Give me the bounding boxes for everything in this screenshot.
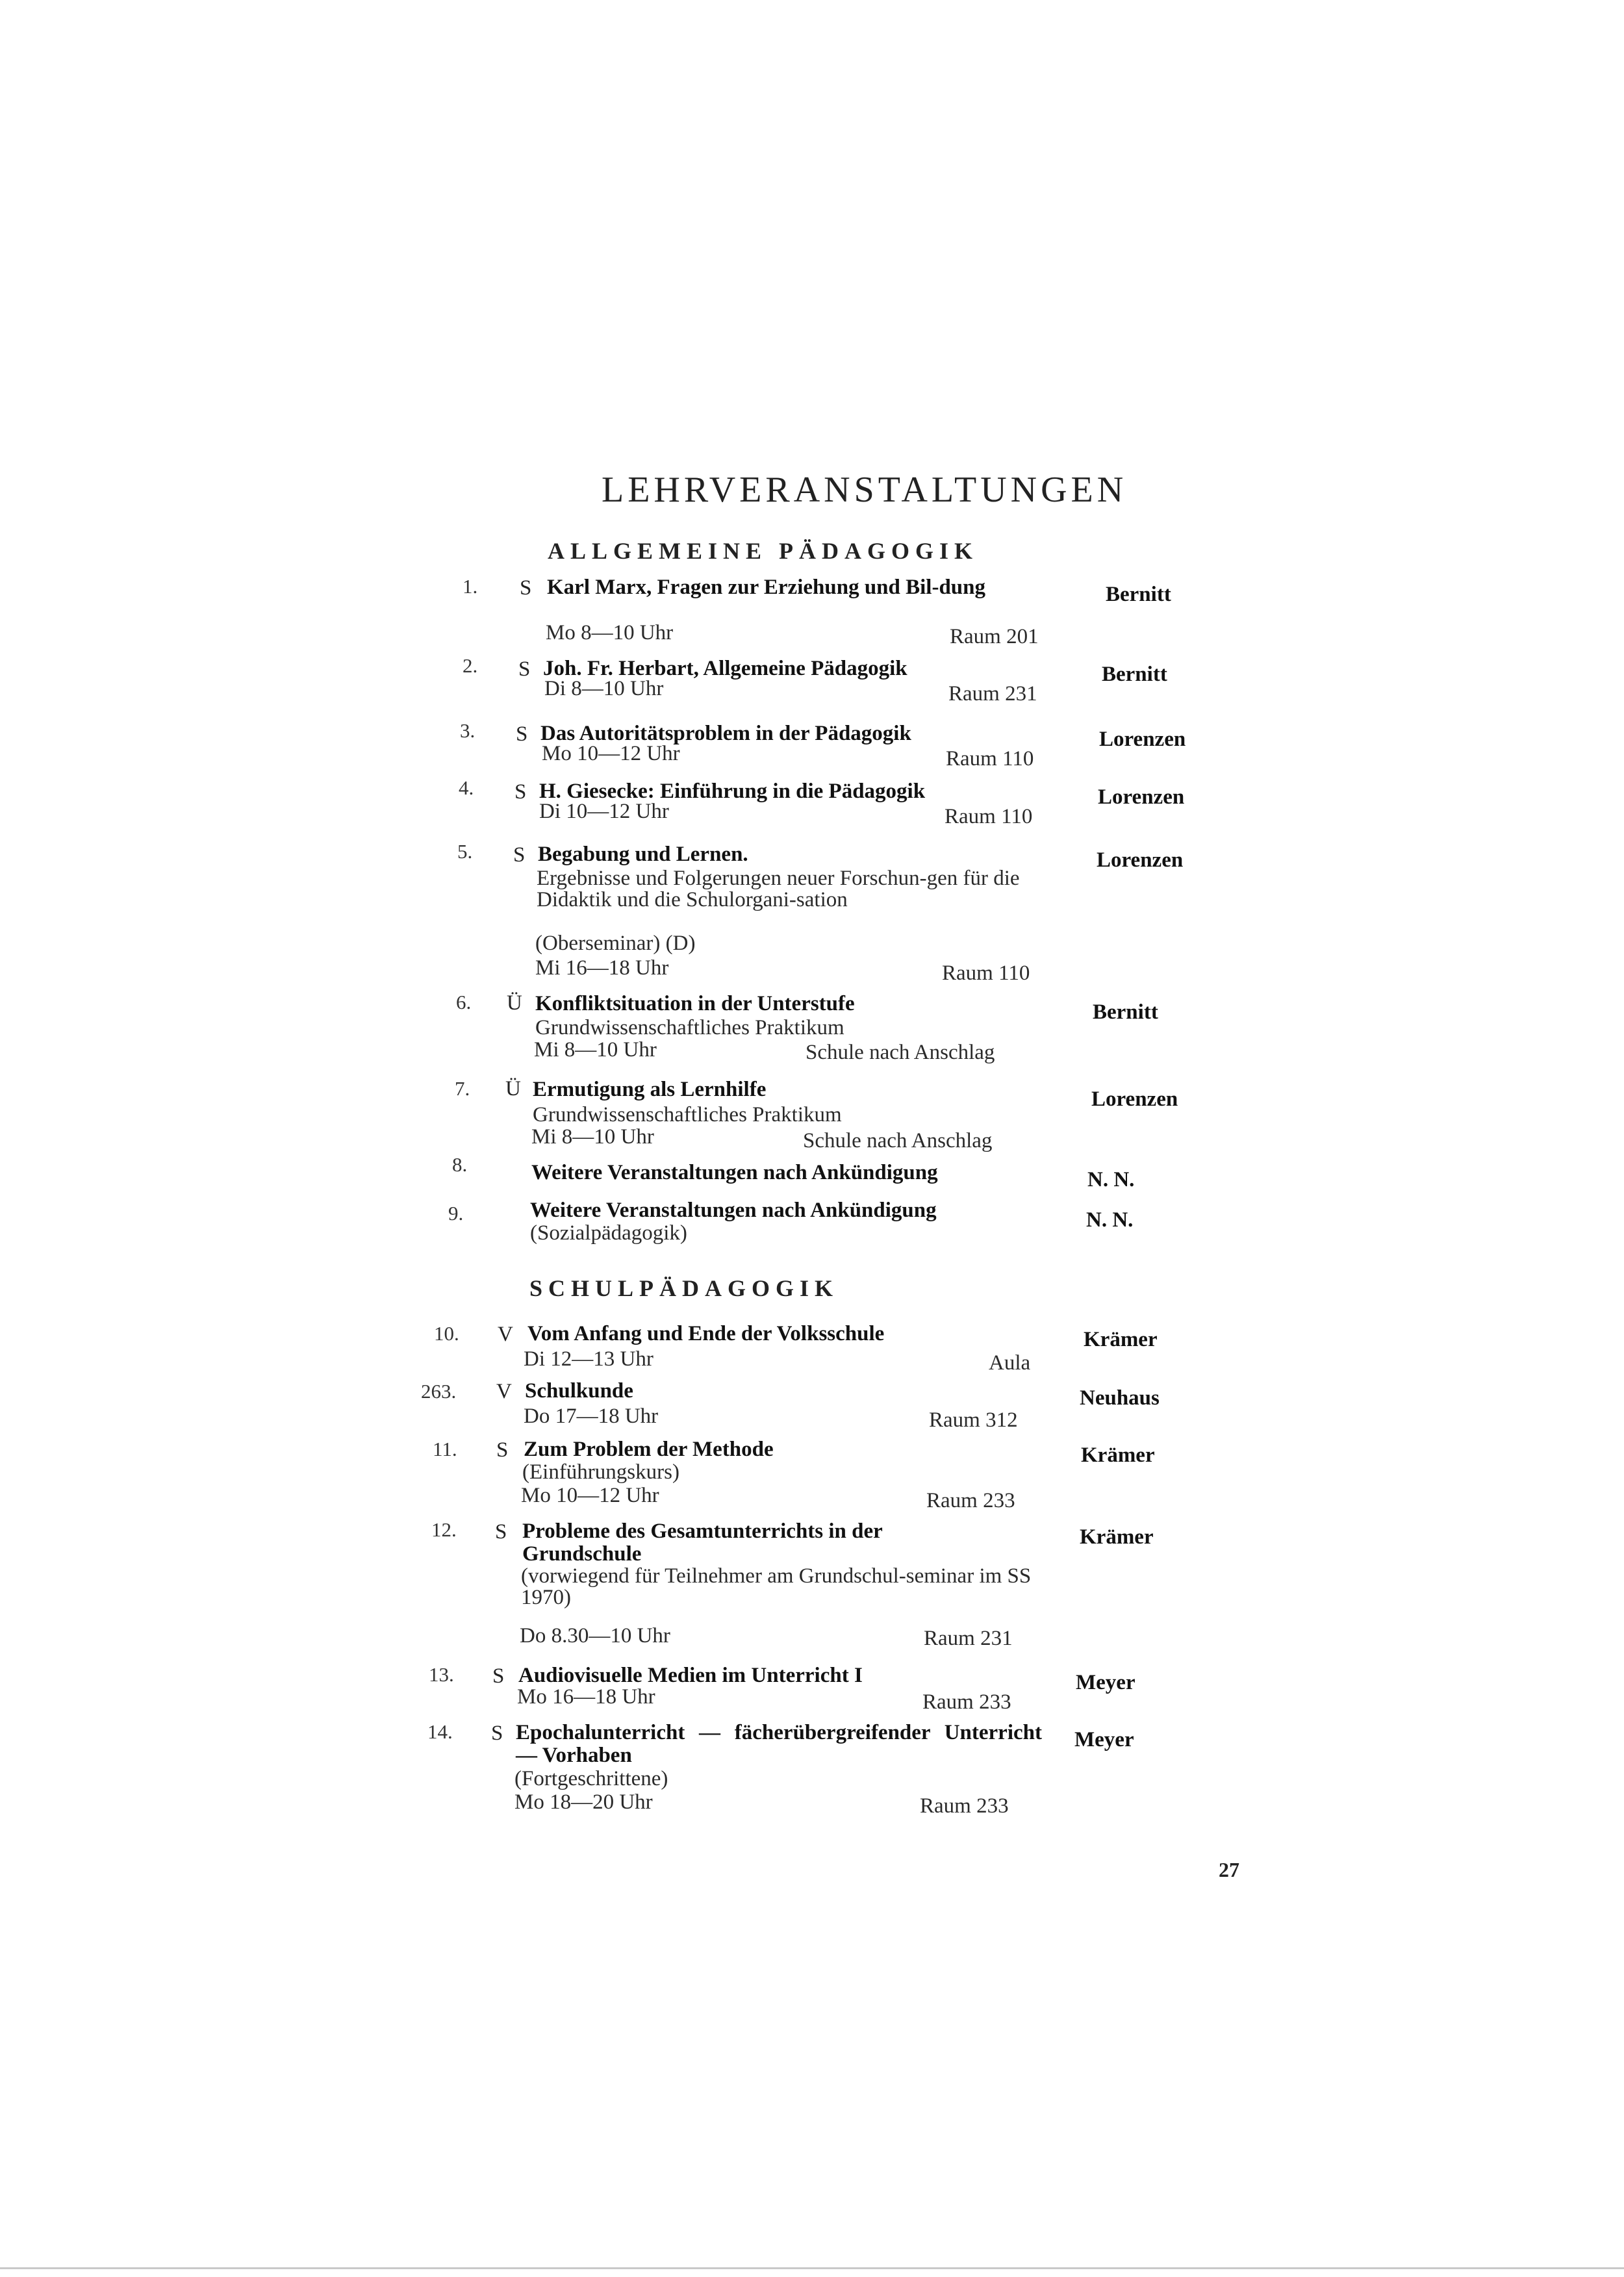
- course-time: Mo 18—20 Uhr: [514, 1790, 653, 1814]
- course-note: (Oberseminar) (D): [535, 932, 696, 955]
- course-number: 9.: [448, 1202, 464, 1225]
- page-title: LEHRVERANSTALTUNGEN: [602, 470, 1128, 510]
- course-note: (Sozialpädagogik): [530, 1221, 687, 1245]
- course-note: (vorwiegend für Teilnehmer am Grundschul-seminar im SS 1970): [521, 1564, 1032, 1609]
- section-heading: SCHULPÄDAGOGIK: [529, 1275, 839, 1301]
- course-title: Ermutigung als Lernhilfe: [533, 1078, 767, 1101]
- course-number: 14.: [427, 1720, 453, 1743]
- course-time: Di 8—10 Uhr: [544, 677, 664, 700]
- course-title: Karl Marx, Fragen zur Erziehung und Bil-dung: [547, 576, 986, 599]
- course-title: H. Giesecke: Einführung in die Pädagogik: [539, 780, 926, 803]
- course-lecturer: Meyer: [1076, 1671, 1136, 1694]
- course-lecturer: N. N.: [1086, 1208, 1134, 1232]
- course-room: Raum 231: [924, 1627, 1013, 1650]
- course-number: 7.: [455, 1077, 470, 1100]
- course-title: Audiovisuelle Medien im Unterricht I: [518, 1664, 863, 1687]
- course-subtitle: Grundwissenschaftliches Praktikum: [535, 1016, 844, 1039]
- course-subtitle: Ergebnisse und Folgerungen neuer Forschun-gen für die Didaktik und die Schulorgani-sation: [537, 867, 1020, 911]
- course-type: S: [514, 780, 527, 804]
- course-type: S: [492, 1664, 505, 1688]
- course-lecturer: Krämer: [1080, 1525, 1154, 1549]
- page-number: 27: [1219, 1858, 1239, 1881]
- course-room: Schule nach Anschlag: [803, 1129, 993, 1152]
- course-lecturer: Neuhaus: [1080, 1386, 1160, 1410]
- course-time: Mi 8—10 Uhr: [531, 1125, 654, 1149]
- course-number: 5.: [457, 840, 473, 863]
- course-time: Mo 10—12 Uhr: [521, 1484, 659, 1507]
- course-number: 12.: [431, 1518, 457, 1541]
- course-number: 10.: [434, 1322, 459, 1345]
- course-lecturer: Meyer: [1074, 1728, 1134, 1751]
- course-type: Ü: [507, 991, 522, 1015]
- course-number: 4.: [459, 776, 474, 799]
- course-number: 1.: [463, 575, 478, 598]
- course-lecturer: Krämer: [1084, 1328, 1158, 1351]
- course-type: S: [491, 1722, 503, 1745]
- course-number: 3.: [460, 719, 476, 742]
- course-number: 2.: [463, 654, 478, 677]
- course-lecturer: Bernitt: [1093, 1000, 1158, 1024]
- course-number: 6.: [456, 991, 472, 1013]
- course-note: (Fortgeschrittene): [514, 1767, 668, 1790]
- course-title: Schulkunde: [525, 1379, 633, 1403]
- course-subtitle: Grundwissenschaftliches Praktikum: [533, 1103, 842, 1126]
- course-time: Do 8.30—10 Uhr: [520, 1624, 670, 1647]
- course-time: Mi 8—10 Uhr: [534, 1038, 657, 1062]
- course-time: Do 17—18 Uhr: [524, 1405, 659, 1428]
- course-title: Das Autoritätsproblem in der Pädagogik: [540, 722, 911, 745]
- course-title: Weitere Veranstaltungen nach Ankündigung: [530, 1199, 937, 1222]
- course-room: Raum 110: [942, 961, 1030, 985]
- course-lecturer: Krämer: [1081, 1444, 1155, 1467]
- course-type: V: [498, 1323, 513, 1346]
- course-time: Mo 16—18 Uhr: [517, 1685, 655, 1709]
- course-note: (Einführungskurs): [522, 1460, 679, 1484]
- course-title: Epochalunterricht — fächerübergreifender Unterricht — Vorhaben: [516, 1721, 1042, 1767]
- course-room: Aula: [989, 1351, 1031, 1375]
- course-time: Mi 16—18 Uhr: [535, 956, 669, 980]
- course-type: S: [520, 576, 532, 600]
- course-lecturer: Bernitt: [1102, 663, 1167, 686]
- course-room: Raum 110: [945, 805, 1033, 828]
- course-title: Joh. Fr. Herbart, Allgemeine Pädagogik: [543, 657, 907, 680]
- course-title: Probleme des Gesamtunterrichts in der Grundschule: [522, 1520, 883, 1566]
- course-room: Raum 312: [929, 1408, 1018, 1432]
- course-room: Raum 233: [926, 1489, 1015, 1512]
- course-room: Raum 233: [920, 1794, 1009, 1818]
- course-time: Di 10—12 Uhr: [539, 800, 669, 823]
- course-type: V: [496, 1380, 512, 1403]
- course-room: Raum 110: [946, 747, 1034, 770]
- course-number: 11.: [433, 1438, 457, 1460]
- course-lecturer: Bernitt: [1106, 583, 1171, 606]
- course-lecturer: Lorenzen: [1099, 728, 1186, 751]
- course-type: S: [495, 1520, 507, 1544]
- course-room: Raum 231: [948, 682, 1037, 706]
- course-title: Weitere Veranstaltungen nach Ankündigung: [531, 1161, 938, 1184]
- course-type: Ü: [505, 1077, 521, 1100]
- course-room: Raum 233: [922, 1690, 1011, 1714]
- section-heading: ALLGEMEINE PÄDAGOGIK: [548, 538, 979, 564]
- course-lecturer: N. N.: [1087, 1168, 1135, 1191]
- page-edge-rule: [0, 2267, 1624, 2269]
- course-type: S: [516, 722, 528, 746]
- course-time: Mo 10—12 Uhr: [542, 742, 680, 765]
- course-time: Di 12—13 Uhr: [524, 1347, 653, 1371]
- course-room: Raum 201: [950, 625, 1039, 648]
- course-lecturer: Lorenzen: [1091, 1088, 1178, 1111]
- course-title: Begabung und Lernen.: [538, 843, 748, 866]
- course-title: Vom Anfang und Ende der Volksschule: [527, 1322, 885, 1345]
- course-room: Schule nach Anschlag: [806, 1041, 995, 1064]
- course-number: 8.: [452, 1153, 468, 1176]
- course-number: 13.: [429, 1663, 454, 1686]
- course-title: Konfliktsituation in der Unterstufe: [535, 992, 855, 1015]
- course-number: 263.: [421, 1380, 457, 1403]
- course-time: Mo 8—10 Uhr: [546, 621, 674, 644]
- course-lecturer: Lorenzen: [1098, 785, 1185, 809]
- course-title: Zum Problem der Methode: [524, 1438, 774, 1461]
- course-type: S: [518, 657, 531, 681]
- course-type: S: [496, 1438, 509, 1462]
- course-type: S: [513, 843, 526, 867]
- course-lecturer: Lorenzen: [1097, 848, 1184, 872]
